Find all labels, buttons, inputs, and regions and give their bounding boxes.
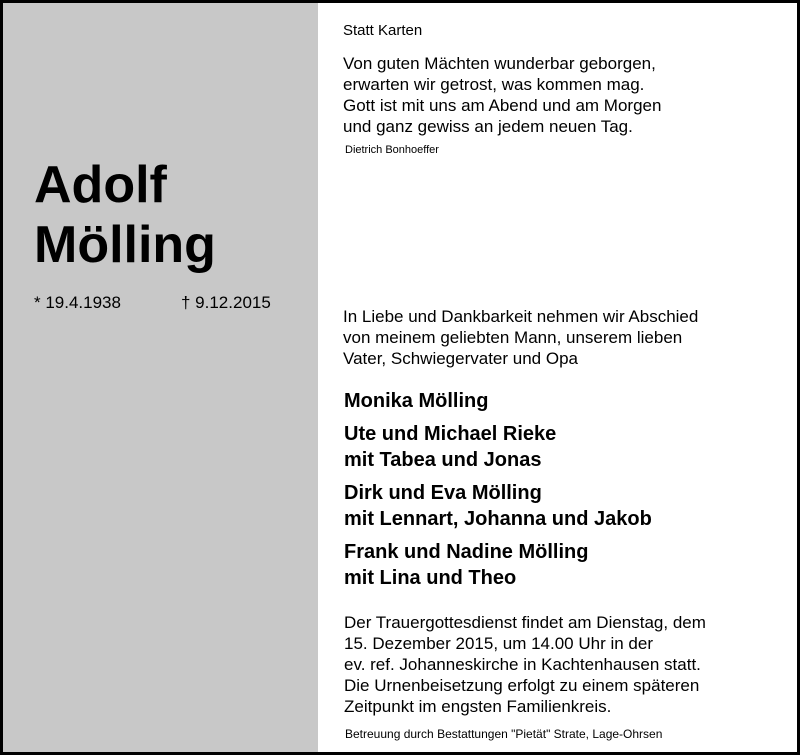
- family-list: [344, 388, 652, 598]
- header-note: Statt Karten: [343, 22, 423, 39]
- service-line: ev. ref. Johanneskirche in Kachtenhausen statt.: [344, 655, 701, 674]
- family-group: [344, 421, 652, 473]
- farewell-line: In Liebe und Dankbarkeit nehmen wir Abschied: [343, 307, 699, 326]
- last-name: Mölling: [34, 216, 216, 274]
- service-line: Zeitpunkt im engsten Familienkreis.: [344, 697, 612, 716]
- poem: [343, 53, 661, 137]
- family-line: Monika Mölling: [344, 390, 489, 412]
- poem-line: und ganz gewiss an jedem neuen Tag.: [343, 117, 633, 136]
- first-name: Adolf: [34, 156, 167, 214]
- farewell-text: [343, 306, 698, 369]
- family-group: [344, 480, 652, 532]
- service-info: [344, 612, 706, 717]
- undertaker-note: Betreuung durch Bestattungen "Pietät" Strate, Lage-Ohrsen: [345, 727, 663, 741]
- service-line: Der Trauergottesdienst findet am Dienstag, dem: [344, 613, 706, 632]
- poem-author: Dietrich Bonhoeffer: [345, 144, 439, 156]
- family-line: Ute und Michael Rieke: [344, 423, 557, 445]
- service-line: Die Urnenbeisetzung erfolgt zu einem späteren: [344, 676, 700, 695]
- left-panel: [3, 3, 318, 752]
- farewell-line: von meinem geliebten Mann, unserem lieben: [343, 328, 683, 347]
- family-group: [344, 388, 652, 414]
- family-line: Dirk und Eva Mölling: [344, 482, 542, 504]
- family-line: mit Lina und Theo: [344, 567, 517, 589]
- family-line: Frank und Nadine Mölling: [344, 541, 589, 563]
- death-date: † 9.12.2015: [181, 293, 271, 312]
- poem-line: Gott ist mit uns am Abend und am Morgen: [343, 96, 662, 115]
- family-line: mit Lennart, Johanna und Jakob: [344, 508, 652, 530]
- poem-line: Von guten Mächten wunderbar geborgen,: [343, 54, 656, 73]
- service-line: 15. Dezember 2015, um 14.00 Uhr in der: [344, 634, 654, 653]
- deceased-name: [34, 155, 216, 275]
- farewell-line: Vater, Schwiegervater und Opa: [343, 349, 578, 368]
- family-group: [344, 539, 652, 591]
- poem-line: erwarten wir getrost, was kommen mag.: [343, 75, 645, 94]
- family-line: mit Tabea und Jonas: [344, 449, 542, 471]
- birth-date: * 19.4.1938: [34, 293, 121, 312]
